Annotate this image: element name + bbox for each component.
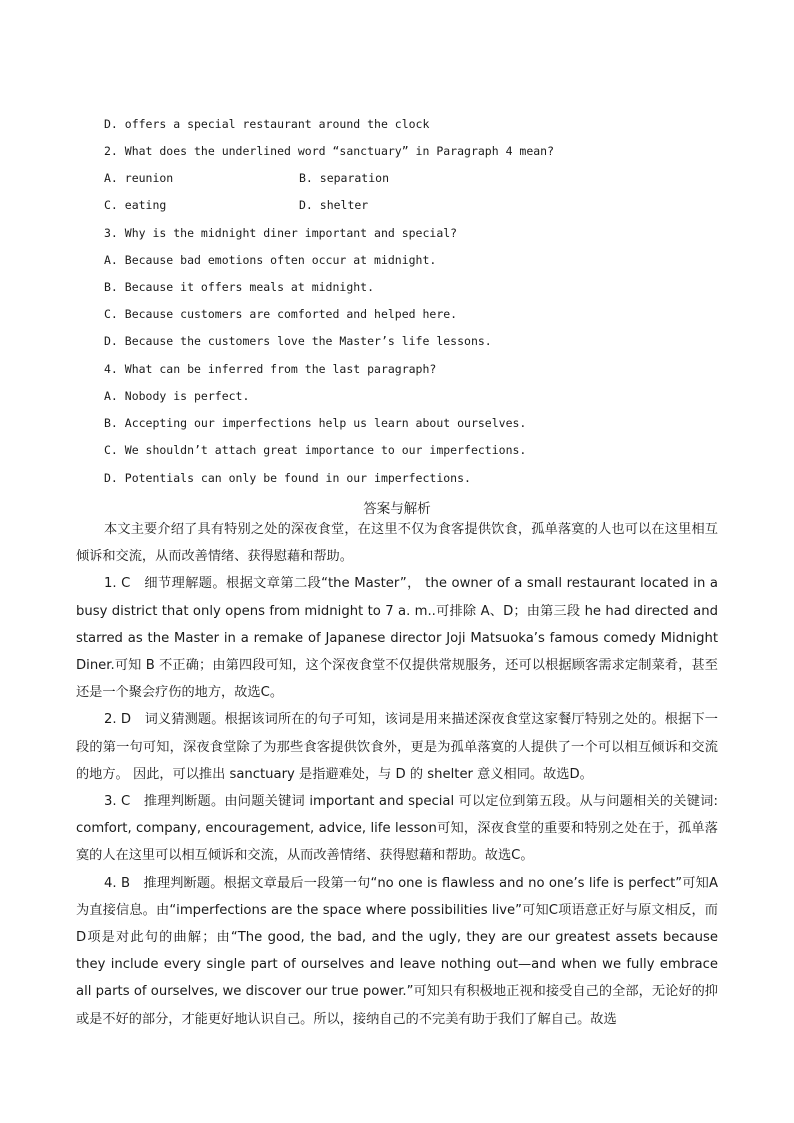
q3-option-a: A. Because bad emotions often occur at midnight.	[104, 253, 437, 267]
q4-option-d: D. Potentials can only be found in our imperfections.	[104, 471, 471, 485]
q4-option-a: A. Nobody is perfect.	[104, 389, 250, 403]
answer-intro: 本文主要介绍了具有特别之处的深夜食堂，在这里不仅为食客提供饮食，孤单落寞的人也可以在这里相互倾诉和交流，从而改善情绪、获得慰藉和帮助。	[76, 522, 718, 565]
answer-body	[76, 516, 718, 1033]
q3-option-d: D. Because the customers love the Master’s life lessons.	[104, 334, 492, 348]
answer-1: 1. C 细节理解题。根据文章第二段“the Master”， the owner of a small restaurant located in a busy district that only opens from midnight to 7 a. m..可排除 A、D；由第三段 he had directed and starred as the Master in a remake of Japanese director Joji Matsuoka’s famous comedy Midnight Diner.可知 B 不正确；由第四段可知，这个深夜食堂不仅提供常规服务，还可以根据顾客需求定制菜肴，甚至还是一个聚会疗伤的地方，故选C。	[76, 576, 718, 701]
q3-stem: 3. Why is the midnight diner important and special?	[104, 226, 458, 240]
answer-3: 3. C 推理判断题。由问题关键词 important and special 可以定位到第五段。从与问题相关的关键词: comfort, company, encouragement, advice, life lesson可知，深夜食堂的重要和特别之处在于，孤单落寞的人在这里可以相互倾诉和交流，从而改善情绪、获得慰藉和帮助。故选C。	[76, 794, 718, 864]
q2-option-b: B. separation	[299, 171, 390, 185]
q2-option-c: C. eating	[104, 198, 167, 212]
q4-option-b: B. Accepting our imperfections help us learn about ourselves.	[104, 416, 527, 430]
q4-stem: 4. What can be inferred from the last paragraph?	[104, 362, 437, 376]
q3-option-b: B. Because it offers meals at midnight.	[104, 280, 375, 294]
answer-heading: 答案与解析	[363, 501, 431, 517]
answer-4: 4. B 推理判断题。根据文章最后一段第一句“no one is flawless and no one’s life is perfect”可知A为直接信息。由“imperfections are the space where possibilities live”可知C项语意正好与原文相反，而D项是对此句的曲解；由“The good, the bad, and the ugly, they are our greatest assets because they include every single part of ourselves and leave nothing out—and when we fully embrace all parts of ourselves, we discover our true power.”可知只有积极地正视和接受自己的全部，无论好的抑或是不好的部分，才能更好地认识自己。所以，接纳自己的不完美有助于我们了解自己。故选	[76, 875, 718, 1027]
answer-2: 2. D 词义猜测题。根据该词所在的句子可知，该词是用来描述深夜食堂这家餐厅特别之处的。根据下一段的第一句可知，深夜食堂除了为那些食客提供饮食外，更是为孤单落寞的人提供了一个可以相互倾诉和交流的地方。 因此，可以推出 sanctuary 是指避难处，与 D 的 shelter 意义相同。故选D。	[76, 712, 718, 782]
q1-option-d: D. offers a special restaurant around the clock	[104, 117, 430, 131]
q3-option-c: C. Because customers are comforted and helped here.	[104, 307, 458, 321]
q2-option-d: D. shelter	[299, 198, 369, 212]
q2-option-a: A. reunion	[104, 171, 174, 185]
q4-option-c: C. We shouldn’t attach great importance to our imperfections.	[104, 443, 527, 457]
q2-stem: 2. What does the underlined word “sanctuary” in Paragraph 4 mean?	[104, 144, 555, 158]
